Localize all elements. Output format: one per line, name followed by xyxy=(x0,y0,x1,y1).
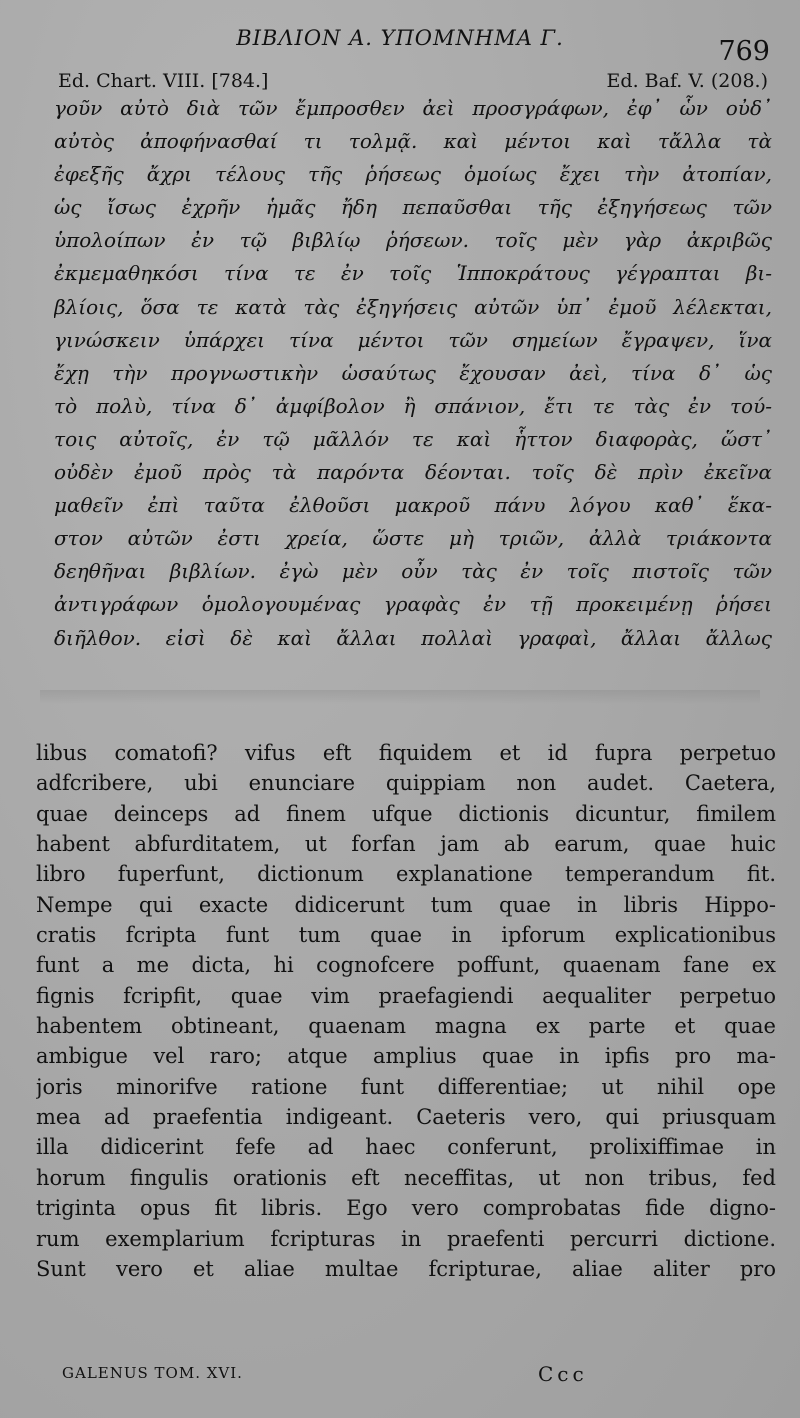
running-head: ΒΙΒΛΙΟΝ Α. ΥΠΟΜΝΗΜΑ Γ. xyxy=(236,26,564,50)
greek-text-block xyxy=(54,92,772,655)
greek-text-line: διῆλθον. εἰσὶ δὲ καὶ ἄλλαι πολλαὶ γραφαὶ, ἄλλαι ἄλλως xyxy=(54,625,772,650)
edition-reference-left: Ed. Chart. VIII. [784.] xyxy=(58,70,269,92)
latin-text-line: mea ad praefentia indigeant. Caeteris vero, qui priusquam xyxy=(36,1105,776,1130)
latin-text-line: triginta opus fit libris. Ego vero comprobatas fide digno- xyxy=(36,1196,776,1221)
latin-text-block xyxy=(36,738,776,1284)
greek-text-line: ἔχῃ τὴν προγνωστικὴν ὡσαύτως ἔχουσαν ἀεὶ, τίνα δ᾽ ὡς xyxy=(54,360,772,385)
greek-text-line: ἀντιγράφων ὁμολογουμένας γραφὰς ἐν τῇ προκειμένῃ ῥήσει xyxy=(54,592,772,617)
latin-text-line: habentem obtineant, quaenam magna ex parte et quae xyxy=(36,1014,776,1039)
latin-text-line: cratis fcripta funt tum quae in ipforum explicationibus xyxy=(36,923,776,948)
greek-text-line: μαθεῖν ἐπὶ ταῦτα ἐλθοῦσι μακροῦ πάνυ λόγου καθ᾽ ἕκα- xyxy=(54,493,772,518)
greek-text-line: ὡς ἴσως ἐχρῆν ἡμᾶς ἤδη πεπαῦσθαι τῆς ἐξηγήσεως τῶν xyxy=(54,195,772,220)
page-number: 769 xyxy=(718,36,770,67)
latin-text-line: adfcribere, ubi enunciare quippiam non audet. Caetera, xyxy=(36,771,776,796)
greek-text-line: αὐτὸς ἀποφήνασθαί τι τολμᾷ. καὶ μέντοι καὶ τἄλλα τὰ xyxy=(54,129,772,154)
latin-text-line: horum fingulis orationis eft neceffitas, ut non tribus, fed xyxy=(36,1165,776,1190)
greek-text-line: ἐφεξῆς ἄχρι τέλους τῆς ῥήσεως ὁμοίως ἔχει τὴν ἀτοπίαν, xyxy=(54,162,772,187)
latin-text-line: ambigue vel raro; atque amplius quae in ipfis pro ma- xyxy=(36,1044,776,1069)
show-through-line xyxy=(40,690,760,704)
latin-text-line: funt a me dicta, hi cognofcere poffunt, quaenam fane ex xyxy=(36,953,776,978)
footer-signature-mark: Ccc xyxy=(538,1362,588,1386)
greek-text-line: στον αὐτῶν ἐστι χρεία, ὥστε μὴ τριῶν, ἀλλὰ τριάκοντα xyxy=(54,526,772,551)
greek-text-line: ὑπολοίπων ἐν τῷ βιβλίῳ ῥήσεων. τοῖς μὲν γὰρ ἀκριβῶς xyxy=(54,228,772,253)
latin-text-line: libro fuperfunt, dictionum explanatione temperandum fit. xyxy=(36,862,776,887)
footer-author-volume: GALENUS TOM. XVI. xyxy=(62,1364,243,1382)
latin-text-line: joris minorifve ratione funt differentiae; ut nihil ope xyxy=(36,1074,776,1099)
edition-reference-right: Ed. Baf. V. (208.) xyxy=(606,70,768,92)
latin-text-line: Nempe qui exacte didicerunt tum quae in libris Hippo- xyxy=(36,892,776,917)
latin-text-line: illa didicerint fefe ad haec conferunt, prolixiffimae in xyxy=(36,1135,776,1160)
greek-text-line: οὐδὲν ἐμοῦ πρὸς τὰ παρόντα δέονται. τοῖς δὲ πρὶν ἐκεῖνα xyxy=(54,460,772,485)
latin-text-line: Sunt vero et aliae multae fcripturae, aliae aliter pro xyxy=(36,1256,776,1281)
latin-text-line: quae deinceps ad finem ufque dictionis dicuntur, fimilem xyxy=(36,801,776,826)
latin-text-line: libus comatofi? vifus eft fiquidem et id fupra perpetuo xyxy=(36,741,776,765)
latin-text-line: rum exemplarium fcripturas in praefenti percurri dictione. xyxy=(36,1226,776,1251)
latin-text-line: fignis fcripfit, quae vim praefagiendi aequaliter perpetuo xyxy=(36,983,776,1008)
greek-text-line: ἐκμεμαθηκόσι τίνα τε ἐν τοῖς Ἱπποκράτους γέγραπται βι- xyxy=(54,261,772,286)
greek-text-line: γινώσκειν ὑπάρχει τίνα μέντοι τῶν σημείων ἔγραψεν, ἵνα xyxy=(54,327,772,352)
greek-text-line: τοις αὐτοῖς, ἐν τῷ μᾶλλόν τε καὶ ἧττον διαφορὰς, ὥστ᾽ xyxy=(54,426,772,451)
greek-text-line: τὸ πολὺ, τίνα δ᾽ ἀμφίβολον ἢ σπάνιον, ἔτι τε τὰς ἐν τού- xyxy=(54,393,772,418)
greek-text-line: βλίοις, ὅσα τε κατὰ τὰς ἐξηγήσεις αὐτῶν ὑπ᾽ ἐμοῦ λέλεκται, xyxy=(54,294,772,319)
greek-text-line: γοῦν αὐτὸ διὰ τῶν ἔμπροσθεν ἀεὶ προσγράφων, ἐφ᾽ ὧν οὐδ᾽ xyxy=(54,96,772,120)
greek-text-line: δεηθῆναι βιβλίων. ἐγὼ μὲν οὖν τὰς ἐν τοῖς πιστοῖς τῶν xyxy=(54,559,772,584)
latin-text-line: habent abfurditatem, ut forfan jam ab earum, quae huic xyxy=(36,832,776,857)
